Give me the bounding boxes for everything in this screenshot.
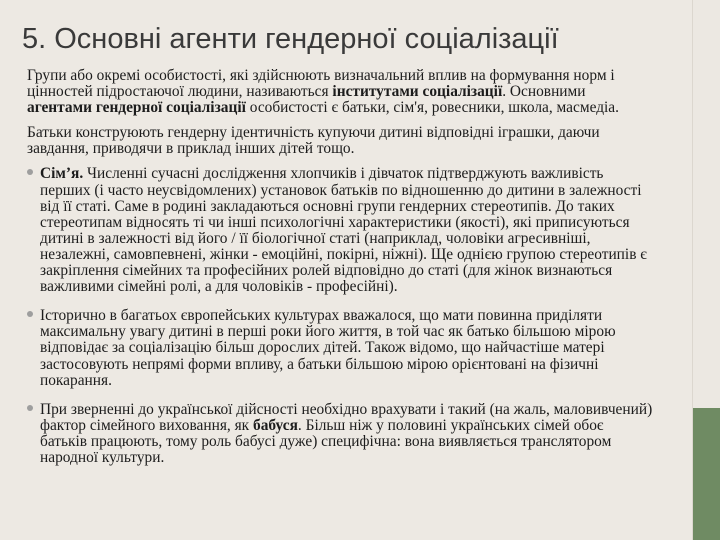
bullet-history	[27, 308, 654, 388]
bullet-dot-icon	[27, 169, 33, 175]
intro-bold-institutes: інститутами соціалізації	[332, 83, 503, 101]
bullet-family-bold: Сім’я.	[40, 165, 84, 183]
bullet-ukraine-text-2: . Більш ніж у половині українських сімей обоє батьків працюють, тому роль бабусі дуже) специфічна: вона виявляється транслятором народної культури.	[40, 416, 612, 466]
bullet-dot-icon	[27, 405, 33, 411]
intro-bold-agents: агентами гендерної соціалізації	[27, 99, 246, 117]
bullet-family-text: Численні сучасні дослідження хлопчиків і дівчаток підтверджують важливість перших (і часто неусвідомлених) установок батьків по відношенню до дитини в залежності від її статі. Саме в родині закладаються основні групи гендерних стереотипів. До таких стереотипам відносять ті чи інші психологічні характеристики (якості), які приписуються дитині в залежності від його / її біологічної статі (наприклад, чоловіки агресивніші, незалежні, самовпевнені, жінки - емоційні, покірні, ніжні). Ще однією групою стереотипів є закріплення сімейних та професійних ролей відповідно до статі (для жінок визнаються важливими сімейні ролі, а для чоловіків - професійні).	[40, 165, 647, 296]
intro-text-3: особистості є батьки, сім'я, ровесники, школа, масмедіа.	[245, 99, 619, 117]
bullet-ukraine-text-1: При зверненні до української дійсності необхідно врахувати і такий (на жаль, маловивчений) фактор сімейного виховання, як	[40, 400, 653, 434]
slide-title: 5. Основні агенти гендерної соціалізації	[22, 23, 559, 55]
green-accent-block	[693, 408, 720, 540]
intro-text-1: Групи або окремі особистості, які здійснюють визначальний вплив на формування норм і цінностей підростаючої людини, називаються	[27, 67, 615, 101]
bullet-ukraine-bold: бабуся	[253, 416, 298, 434]
bullet-family	[27, 166, 654, 295]
intro-paragraph	[27, 68, 654, 116]
bullet-dot-icon	[27, 311, 33, 317]
bullet-history-text: Історично в багатьох європейських культурах вважалося, що мати повинна приділяти максимальну увагу дитині в перші роки його життя, в той час як батько більшою мірою відповідає за соціалізацію більш дорослих дітей. Також відомо, що найчастіше матері застосовують непрямі форми впливу, а батьки більшою мірою орієнтовані на фізичні покарання.	[40, 307, 616, 389]
right-side-bar	[692, 0, 720, 540]
parents-paragraph: Батьки конструюють гендерну ідентичність купуючи дитині відповідні іграшки, даючи завдання, приводячи в приклад інших дітей тощо.	[27, 124, 600, 158]
slide-body	[27, 68, 654, 479]
intro-text-2: . Основними	[502, 83, 586, 101]
bullet-ukraine	[27, 402, 654, 466]
